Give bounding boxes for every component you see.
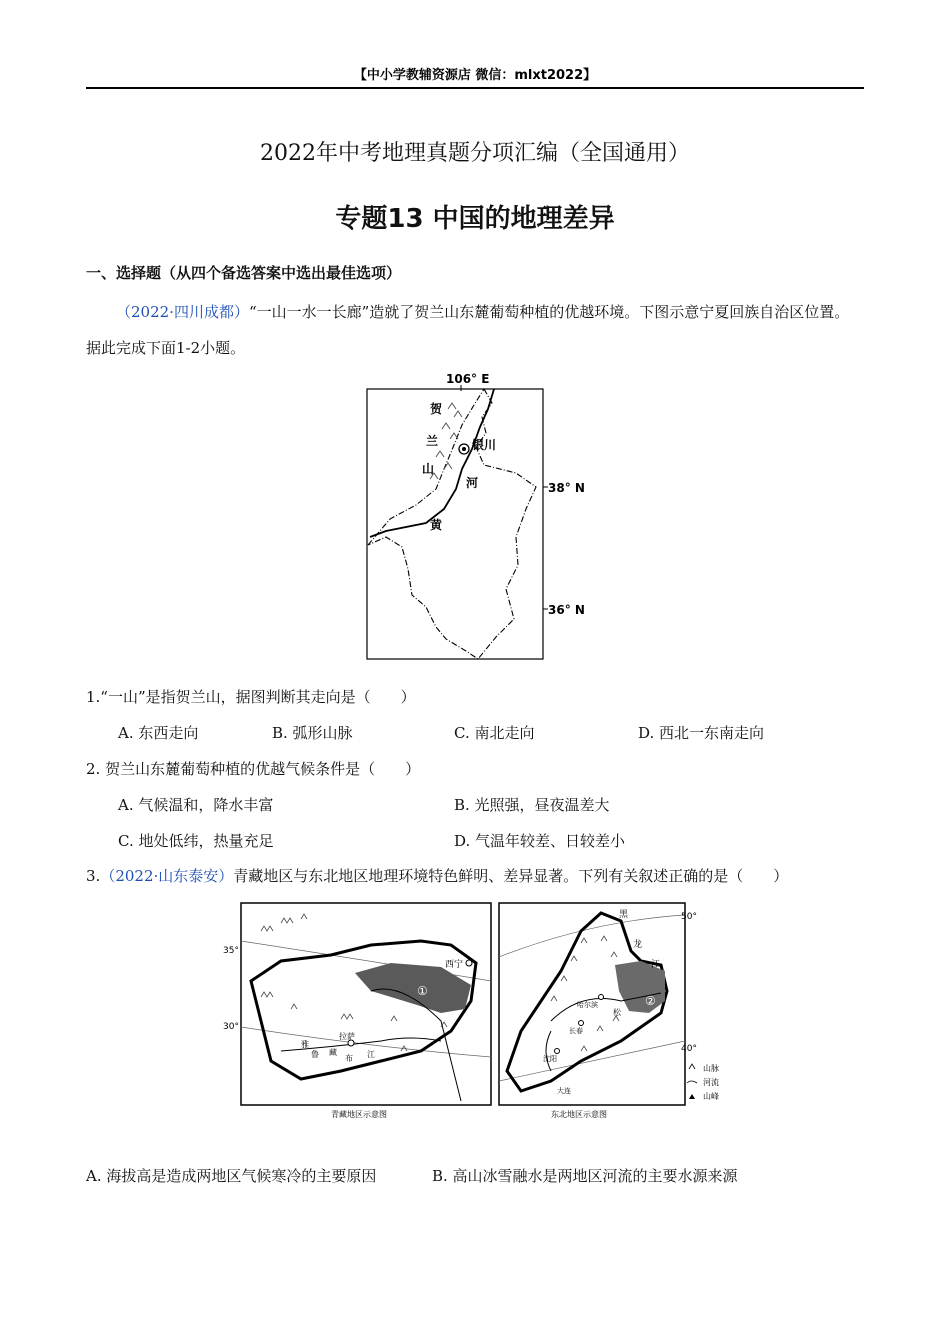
left-lat-30: 30°: [223, 1022, 239, 1032]
page-header: 【中小学教辅资源店 微信：mlxt2022】: [353, 68, 597, 83]
lat-38-label: 38° N: [548, 481, 585, 495]
q3-source: （2022·山东泰安）: [100, 867, 234, 885]
label-lan: 兰: [426, 434, 439, 448]
intro-text: “一山一水一长廊”造就了贺兰山东麓葡萄种植的优越环境。下图示意宁夏回族自治区位置。据此完成下面1-2小题。: [86, 303, 850, 357]
q3-text: 青藏地区与东北地区地理环境特色鲜明、差异显著。下列有关叙述正确的是（ ）: [233, 867, 789, 885]
right-mountain-symbols: [551, 936, 619, 1051]
q2-option-b[interactable]: B. 光照强，昼夜温差大: [454, 796, 610, 814]
document-title: 2022年中考地理真题分项汇编（全国通用）: [260, 141, 690, 166]
right-lat-40: 40°: [681, 1044, 697, 1054]
region-comparison-map: [221, 901, 741, 1131]
label-shan: 山: [422, 462, 435, 476]
label-jiang-left: 江: [367, 1050, 375, 1059]
topic-title: 专题13 中国的地理差异: [335, 204, 615, 234]
q3-option-a[interactable]: A. 海拔高是造成两地区气候寒冷的主要原因: [86, 1167, 377, 1185]
intro-source: （2022·四川成都）: [116, 303, 249, 321]
question-1-stem: 1.“一山”是指贺兰山，据图判断其走向是（ ）: [86, 688, 416, 706]
label-xining: 西宁: [445, 960, 464, 970]
q1-option-c[interactable]: C. 南北走向: [454, 724, 535, 742]
label-he: 贺: [430, 402, 443, 416]
label-hei: 黑: [619, 910, 629, 920]
ningxia-border: [368, 389, 536, 659]
right-lat-50: 50°: [681, 912, 697, 922]
label-lu: 鲁: [311, 1050, 319, 1059]
label-zang: 藏: [329, 1048, 337, 1057]
question-intro: [86, 294, 864, 366]
q1-option-d[interactable]: D. 西北一东南走向: [638, 724, 765, 742]
q3-number: 3.: [86, 867, 101, 885]
label-ya: 雅: [301, 1040, 309, 1049]
label-long: 龙: [633, 940, 643, 950]
q3-option-b[interactable]: B. 高山冰雪融水是两地区河流的主要水源来源: [432, 1167, 738, 1185]
question-3-stem: [86, 865, 788, 886]
label-shenyang: 沈阳: [543, 1055, 557, 1063]
label-jiang-right: 江: [651, 960, 661, 970]
left-lat-35: 35°: [223, 946, 239, 956]
label-region-1: ①: [417, 984, 428, 998]
label-region-2: ②: [645, 994, 656, 1008]
q1-option-a[interactable]: A. 东西走向: [118, 724, 199, 742]
left-caption: 青藏地区示意图: [331, 1110, 387, 1119]
q2-option-d[interactable]: D. 气温年较差、日较差小: [454, 832, 626, 850]
region-1-shade: [355, 963, 471, 1013]
q1-option-b[interactable]: B. 弧形山脉: [272, 724, 353, 742]
label-changchun: 长春: [569, 1027, 583, 1035]
map1-frame: [367, 389, 543, 659]
label-lhasa: 拉萨: [339, 1032, 355, 1041]
legend-mountain: 山脉: [703, 1064, 719, 1073]
right-caption: 东北地区示意图: [551, 1110, 607, 1119]
label-river: 河: [466, 476, 479, 490]
ningxia-map: [366, 369, 596, 661]
question-2-stem: 2. 贺兰山东麓葡萄种植的优越气候条件是（ ）: [86, 760, 421, 778]
legend-peak: 山峰: [703, 1092, 719, 1101]
map1-lon-label: 106° E: [446, 372, 490, 386]
q2-option-a[interactable]: A. 气候温和，降水丰富: [118, 796, 274, 814]
q2-option-c[interactable]: C. 地处低纬，热量充足: [118, 832, 274, 850]
header-divider: [86, 87, 864, 89]
legend-river: 河流: [703, 1078, 719, 1087]
label-song: 松: [613, 1008, 621, 1017]
lat-36-label: 36° N: [548, 603, 585, 617]
label-yinchuan: 银川: [472, 438, 497, 452]
label-harbin: 哈尔滨: [577, 1001, 598, 1009]
section-heading: 一、选择题（从四个备选答案中选出最佳选项）: [86, 264, 402, 282]
label-huang: 黄: [430, 518, 443, 532]
map2-legend: [687, 1063, 719, 1101]
label-dalian: 大连: [557, 1087, 571, 1095]
label-bu: 布: [345, 1054, 353, 1063]
